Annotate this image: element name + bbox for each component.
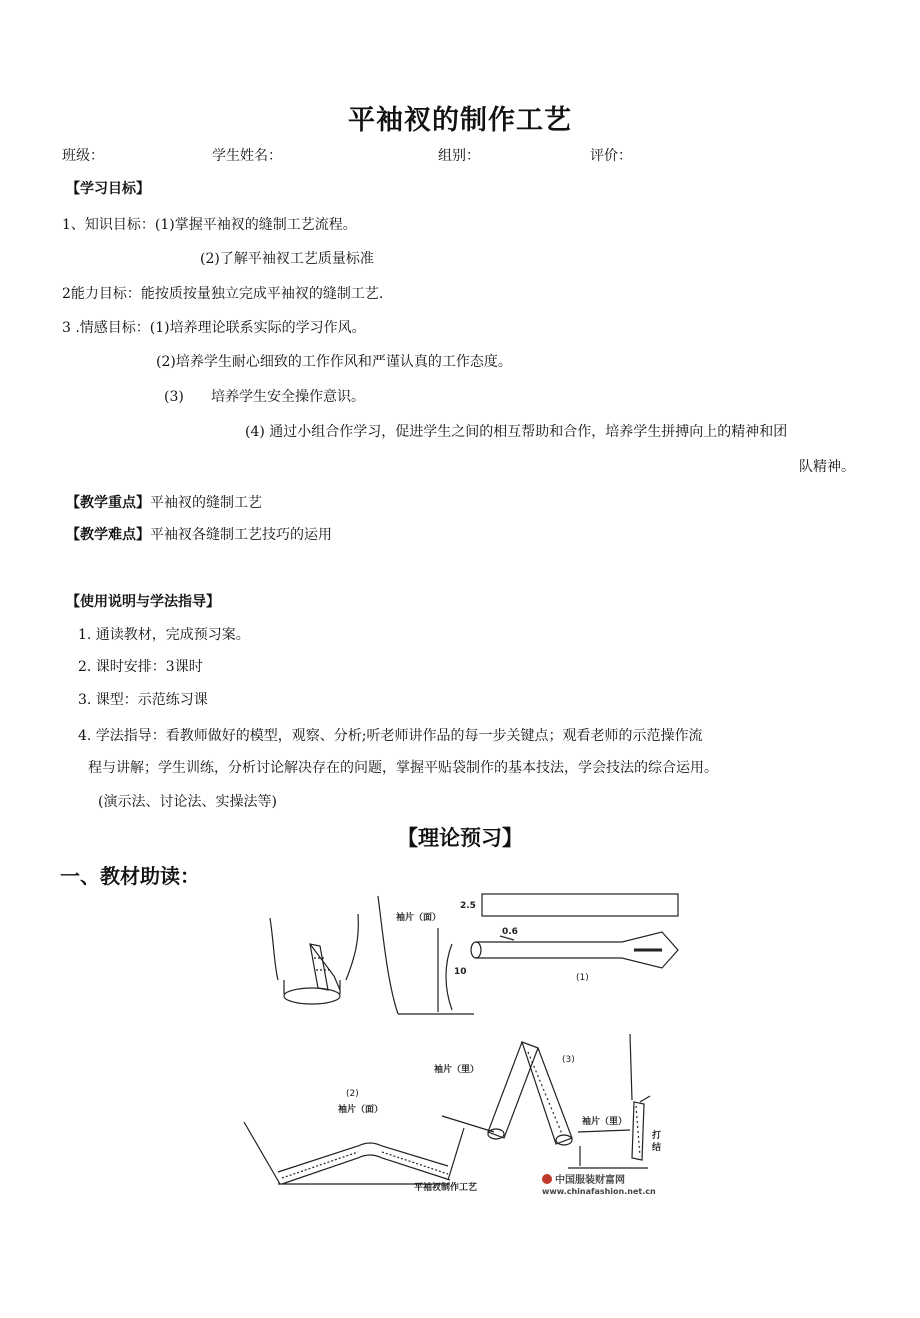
teaching-key-point <box>66 493 262 513</box>
emotion-goal-1: 3 .情感目标：(1)培养理论联系实际的学习作风。 <box>62 320 366 336</box>
guide-item: 3. 课型：示范练习课 <box>78 692 208 708</box>
guide-item-cont: 程与讲解；学生训练，分析讨论解决存在的问题，掌握平贴袋制作的基本技法，学会技法的综合运用。 <box>88 760 718 776</box>
guide-heading: 【使用说明与学法指导】 <box>66 594 220 610</box>
step-2-label: (2) <box>346 1089 359 1099</box>
objectives-heading: 【学习目标】 <box>66 181 150 197</box>
section-textbook-reading: 一、教材助读： <box>60 864 200 888</box>
watermark-logo-icon <box>542 1174 552 1184</box>
label-sleeve-back-2: 袖片（里） <box>582 1117 628 1127</box>
difficulty-label: 【教学难点】 <box>66 527 150 543</box>
label-sleeve-face-2: 袖片（面） <box>338 1105 384 1115</box>
knowledge-goal-1: 1、知识目标：(1)掌握平袖衩的缝制工艺流程。 <box>62 217 357 233</box>
guide-item: 2. 课时安排：3课时 <box>78 659 203 675</box>
dimension-0-6: 0.6 <box>502 927 518 937</box>
emotion-goal-4: (4) 通过小组合作学习，促进学生之间的相互帮助和合作，培养学生拼搏向上的精神和团 <box>245 424 788 440</box>
emotion-goal-3-num: (3) <box>164 389 184 405</box>
guide-methods: (演示法、讨论法、实操法等) <box>98 794 277 810</box>
emotion-goal-4-cont: 队精神。 <box>799 459 855 475</box>
guide-item: 4. 学法指导：看教师做好的模型，观察、分析;听老师讲作品的每一步关键点；观看老师的示范操作流 <box>78 728 703 744</box>
ability-goal: 2能力目标：能按质按量独立完成平袖衩的缝制工艺. <box>62 286 384 302</box>
label-sleeve-back: 袖片（里） <box>434 1065 480 1075</box>
page-title: 平袖衩的制作工艺 <box>348 105 572 136</box>
watermark-url: www.chinafashion.net.cn <box>542 1187 656 1196</box>
group-label: 组别： <box>438 148 480 164</box>
figure-caption: 平袖衩制作工艺 <box>414 1183 478 1193</box>
difficulty-text: 平袖衩各缝制工艺技巧的运用 <box>150 527 332 543</box>
emotion-goal-3-text: 培养学生安全操作意识。 <box>211 389 365 405</box>
dimension-10: 10 <box>454 967 467 977</box>
dimension-2-5: 2.5 <box>460 901 476 911</box>
class-label: 班级： <box>62 148 104 164</box>
key-label: 【教学重点】 <box>66 495 150 511</box>
emotion-goal-2: (2)培养学生耐心细致的工作作风和严谨认真的工作态度。 <box>156 354 512 370</box>
knot-label: 打 <box>652 1131 662 1141</box>
student-name-label: 学生姓名： <box>212 148 282 164</box>
teaching-difficulty <box>66 525 332 545</box>
label-sleeve-face: 袖片（面） <box>396 913 442 923</box>
evaluation-label: 评价： <box>590 148 632 164</box>
key-text: 平袖衩的缝制工艺 <box>150 495 262 511</box>
watermark-site-name: 中国服装财富网 <box>555 1175 625 1186</box>
step-3-label: (3) <box>562 1055 575 1065</box>
knot-label-2: 结 <box>652 1143 662 1153</box>
knowledge-goal-2: (2)了解平袖衩工艺质量标准 <box>200 251 374 267</box>
guide-item: 1. 通读教材，完成预习案。 <box>78 627 250 643</box>
sleeve-placket-diagram <box>238 884 686 1202</box>
theory-heading: 【理论预习】 <box>397 826 523 850</box>
step-1-label: (1) <box>576 973 589 983</box>
